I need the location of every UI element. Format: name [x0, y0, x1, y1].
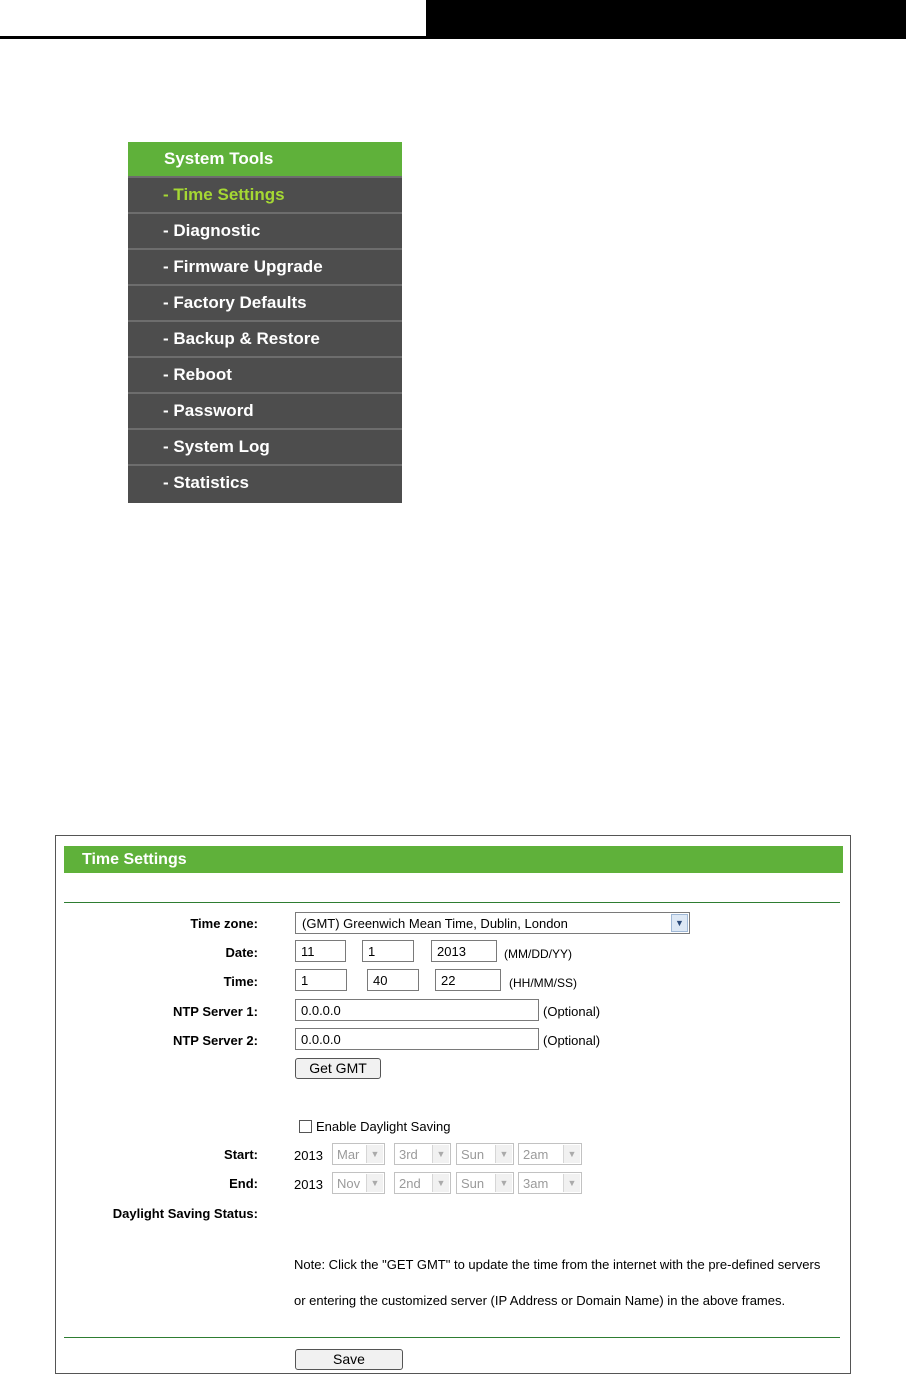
time-label: Time: [223, 974, 258, 989]
dst-end-day-select[interactable] [456, 1172, 514, 1194]
menu-item-statistics[interactable]: - Statistics [128, 464, 402, 500]
menu-item-factory-defaults[interactable]: - Factory Defaults [128, 284, 402, 320]
time-zone-label: Time zone: [190, 916, 258, 931]
date-label: Date: [225, 945, 258, 960]
chevron-down-icon[interactable]: ▼ [432, 1145, 449, 1163]
dst-start-day-select[interactable] [456, 1143, 514, 1165]
system-tools-menu [128, 142, 402, 503]
header-rule [0, 36, 426, 39]
chevron-down-icon[interactable]: ▼ [366, 1145, 383, 1163]
panel-title: Time Settings [64, 846, 843, 873]
time-format-hint: (HH/MM/SS) [509, 976, 577, 990]
menu-item-reboot[interactable]: - Reboot [128, 356, 402, 392]
dst-end-label: End: [229, 1176, 258, 1191]
time-zone-value: (GMT) Greenwich Mean Time, Dublin, London [302, 916, 568, 931]
dst-end-week-value: 2nd [399, 1176, 421, 1191]
time-second-input[interactable] [435, 969, 501, 991]
chevron-down-icon[interactable]: ▼ [432, 1174, 449, 1192]
ntp-server-2-input[interactable] [295, 1028, 539, 1050]
header-block [426, 0, 906, 39]
chevron-down-icon[interactable]: ▼ [366, 1174, 383, 1192]
bottom-divider [64, 1337, 840, 1338]
dst-start-year: 2013 [294, 1148, 323, 1163]
time-zone-select[interactable] [295, 912, 690, 934]
chevron-down-icon[interactable]: ▼ [563, 1174, 580, 1192]
menu-item-system-log[interactable]: - System Log [128, 428, 402, 464]
date-month-input[interactable] [295, 940, 346, 962]
chevron-down-icon[interactable]: ▼ [671, 914, 688, 932]
chevron-down-icon[interactable]: ▼ [563, 1145, 580, 1163]
time-minute-input[interactable] [367, 969, 419, 991]
menu-item-time-settings[interactable]: - Time Settings [128, 176, 402, 212]
ntp-server-1-input[interactable] [295, 999, 539, 1021]
dst-start-month-select[interactable] [332, 1143, 385, 1165]
ntp-server-2-label: NTP Server 2: [172, 1033, 258, 1048]
dst-end-week-select[interactable] [394, 1172, 451, 1194]
dst-end-year: 2013 [294, 1177, 323, 1192]
dst-start-label: Start: [224, 1147, 258, 1162]
chevron-down-icon[interactable]: ▼ [495, 1174, 512, 1192]
menu-item-backup-restore[interactable]: - Backup & Restore [128, 320, 402, 356]
dst-end-month-select[interactable] [332, 1172, 385, 1194]
dst-end-day-value: Sun [461, 1176, 485, 1191]
menu-item-password[interactable]: - Password [128, 392, 402, 428]
menu-item-firmware-upgrade[interactable]: - Firmware Upgrade [128, 248, 402, 284]
menu-item-diagnostic[interactable]: - Diagnostic [128, 212, 402, 248]
ntp-server-1-label: NTP Server 1: [172, 1004, 258, 1019]
date-year-input[interactable] [431, 940, 497, 962]
daylight-saving-label: Enable Daylight Saving [316, 1119, 451, 1134]
dst-start-day-value: Sun [461, 1147, 485, 1162]
save-button[interactable]: Save [295, 1349, 403, 1370]
dst-end-hour-select[interactable] [518, 1172, 582, 1194]
dst-start-hour-select[interactable] [518, 1143, 582, 1165]
dst-end-month-value: Nov [337, 1176, 361, 1191]
dst-end-hour-value: 3am [523, 1176, 549, 1191]
note-line-1: Note: Click the "GET GMT" to update the time from the internet with the pre-defined servers [294, 1257, 821, 1272]
top-divider [64, 902, 840, 903]
date-day-input[interactable] [362, 940, 414, 962]
daylight-saving-checkbox[interactable] [299, 1120, 312, 1133]
dst-status-label: Daylight Saving Status: [112, 1206, 258, 1221]
get-gmt-button[interactable]: Get GMT [295, 1058, 381, 1079]
chevron-down-icon[interactable]: ▼ [495, 1145, 512, 1163]
date-format-hint: (MM/DD/YY) [504, 947, 572, 961]
menu-header[interactable]: System Tools [128, 142, 402, 176]
ntp-server-2-hint: (Optional) [543, 1033, 601, 1048]
ntp-server-1-hint: (Optional) [543, 1004, 601, 1019]
time-settings-panel [55, 835, 851, 1374]
dst-start-week-value: 3rd [399, 1147, 418, 1162]
note-line-2: or entering the customized server (IP Address or Domain Name) in the above frames. [294, 1293, 786, 1308]
dst-start-month-value: Mar [337, 1147, 360, 1162]
dst-start-hour-value: 2am [523, 1147, 549, 1162]
dst-start-week-select[interactable] [394, 1143, 451, 1165]
time-hour-input[interactable] [295, 969, 347, 991]
